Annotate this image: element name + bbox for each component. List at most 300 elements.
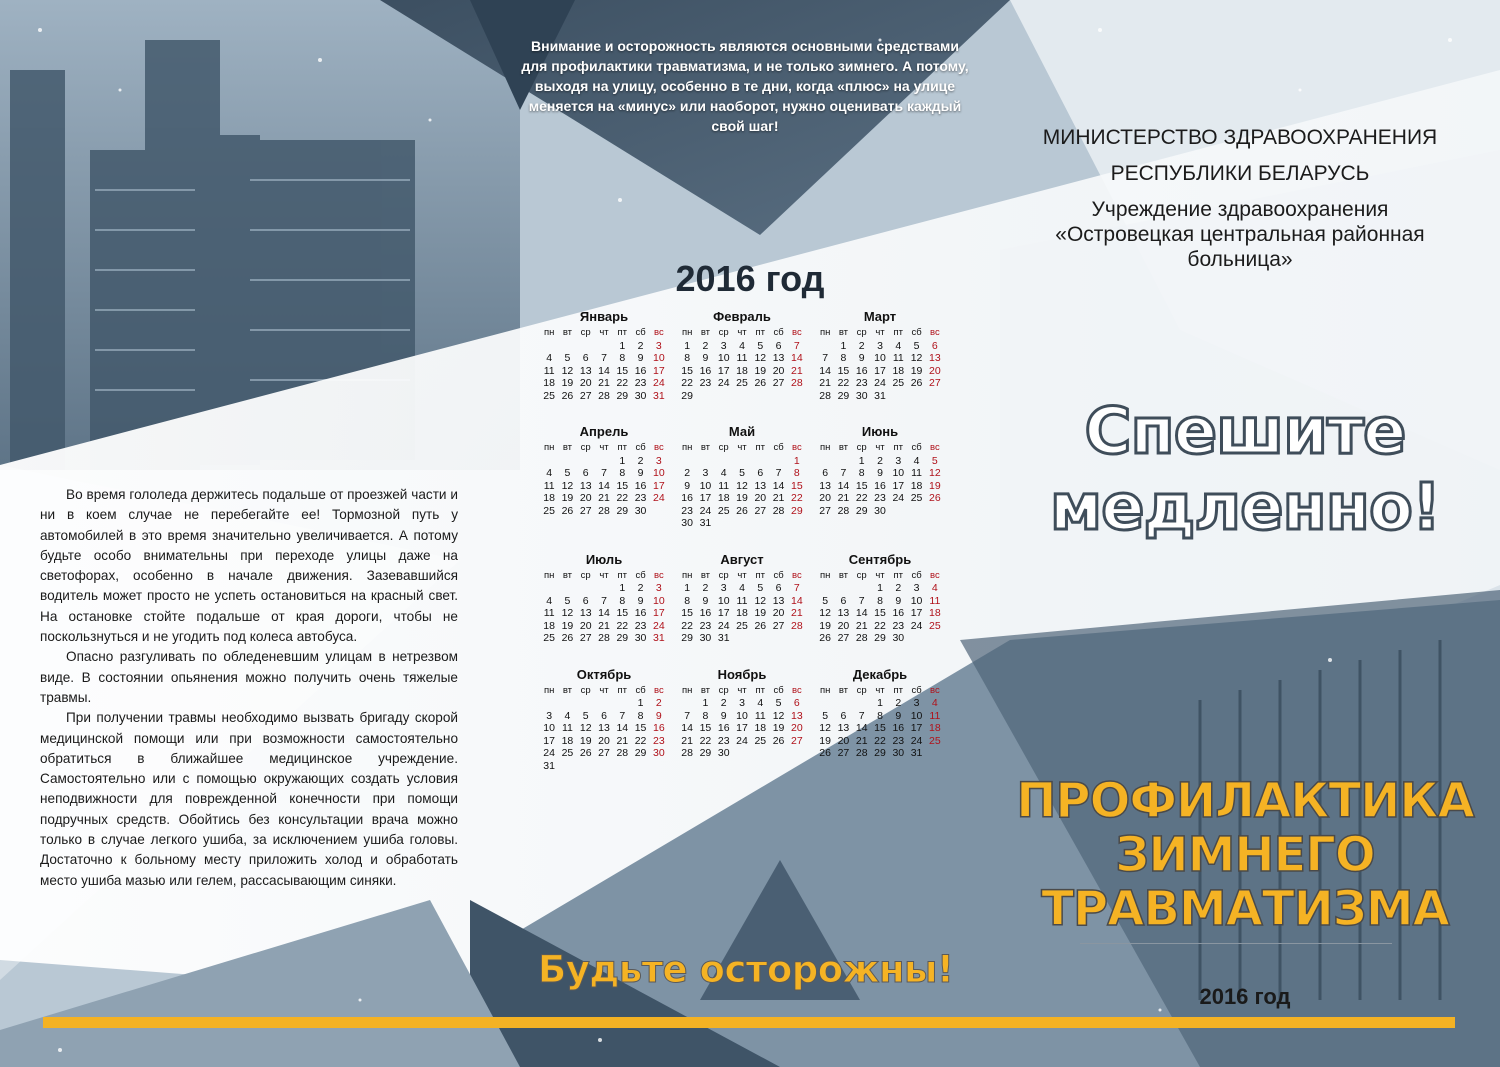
day-cell: 20 [772,364,785,377]
empty-cell [816,582,834,595]
day-cell: 3 [895,454,902,467]
day-cell: 17 [717,607,730,619]
day-cell: 2 [655,697,662,709]
day-cell: 27 [819,504,831,517]
empty-cell [558,697,576,710]
day-cell: 20 [579,619,592,632]
month-grid [816,442,944,517]
month-1 [540,307,668,402]
weekday-label: пт [893,684,904,696]
empty-cell [540,697,558,710]
weekday-label: вс [654,684,664,696]
weekday-label: вт [562,569,573,581]
empty-cell [834,582,852,595]
day-cell: 14 [772,479,785,492]
day-cell: 14 [791,594,803,607]
day-cell: 23 [699,377,712,389]
day-cell: 20 [819,492,831,504]
day-cell: 5 [564,352,571,364]
day-cell: 16 [681,492,693,504]
day-cell: 22 [616,492,629,504]
weekday-label: вт [838,569,849,581]
day-cell: 11 [929,709,941,722]
day-cell: 30 [855,389,868,402]
day-cell: 12 [754,594,767,607]
weekday-label: чт [737,442,747,453]
day-cell: 3 [655,454,662,467]
day-cell: 5 [757,582,764,594]
day-cell: 25 [754,734,767,747]
day-cell: 5 [739,467,745,479]
month-name: Июль [585,551,623,567]
day-cell: 15 [681,607,693,619]
day-cell: 26 [561,504,574,517]
month-2 [678,307,806,402]
day-cell: 7 [858,594,865,607]
day-cell: 7 [793,339,800,352]
day-cell: 25 [543,389,555,402]
day-cell: 16 [874,479,886,492]
day-cell: 20 [754,492,767,504]
day-cell: 4 [895,339,902,352]
day-cell: 3 [913,582,920,594]
day-cell: 6 [840,594,847,607]
day-cell: 13 [754,479,767,492]
empty-cell [769,455,787,468]
day-cell: 28 [791,377,803,389]
day-cell: 13 [929,352,941,364]
topic-line-2: ЗИМНЕГО [1115,827,1375,883]
month-grid [816,327,944,402]
day-cell: 22 [874,619,886,632]
day-cell: 26 [561,389,574,402]
day-cell: 20 [837,619,850,632]
day-cell: 1 [619,582,626,594]
empty-cell [853,697,871,710]
day-cell: 31 [543,759,555,772]
day-cell: 28 [598,632,610,644]
day-cell: 15 [699,722,712,734]
day-cell: 7 [793,582,800,594]
weekday-label: пт [893,442,904,453]
empty-cell [613,697,631,710]
day-cell: 9 [637,467,644,479]
weekday-label: ср [718,684,729,696]
empty-cell [853,582,871,595]
day-cell: 16 [634,364,647,377]
day-cell: 11 [543,364,555,377]
day-cell: 27 [791,734,803,747]
day-cell: 29 [681,389,693,402]
day-cell: 12 [754,352,767,364]
day-cell: 18 [561,734,574,747]
day-cell: 24 [653,492,665,504]
empty-cell [678,455,696,468]
day-cell: 23 [855,377,868,389]
day-cell: 7 [858,709,865,722]
day-cell: 17 [699,492,712,504]
weekday-label: пт [755,327,766,338]
day-cell: 9 [858,352,865,364]
day-cell: 1 [619,454,626,467]
weekday-label: пт [617,684,628,696]
day-cell: 11 [543,479,555,492]
day-cell: 30 [634,504,647,517]
day-cell: 31 [699,517,712,529]
day-cell: 23 [681,504,693,517]
day-cell: 21 [837,492,850,504]
day-cell: 4 [546,467,553,479]
day-cell: 20 [791,722,803,734]
day-cell: 18 [736,364,748,377]
day-cell: 29 [699,747,712,759]
day-cell: 3 [655,339,662,352]
day-cell: 20 [772,607,785,619]
day-cell: 13 [837,722,850,734]
day-cell: 29 [616,389,629,402]
day-cell: 24 [874,377,886,389]
day-cell: 18 [892,364,905,377]
day-cell: 8 [684,594,691,607]
day-cell: 27 [837,747,850,759]
weekday-label: сб [911,327,922,338]
weekday-label: вт [562,684,573,696]
weekday-label: сб [773,684,784,696]
empty-cell [558,340,576,353]
day-cell: 10 [717,594,730,607]
bottom-accent-bar [43,1017,1455,1028]
day-cell: 8 [637,709,644,722]
day-cell: 24 [892,492,905,504]
day-cell: 6 [775,582,782,594]
day-cell: 4 [739,582,745,594]
day-cell: 5 [822,709,829,722]
weekday-label: пт [617,442,628,453]
weekday-label: ср [856,684,867,696]
weekday-label: чт [599,569,609,581]
day-cell: 23 [634,492,647,504]
day-cell: 27 [772,619,785,632]
day-cell: 14 [819,364,831,377]
weekday-label: пт [755,569,766,581]
day-cell: 13 [837,607,850,619]
day-cell: 13 [772,594,785,607]
advice-text [40,485,458,891]
weekday-label: вс [930,684,940,696]
month-grid [540,570,668,645]
weekday-label: ср [856,327,867,338]
weekday-label: сб [635,684,646,696]
day-cell: 8 [793,467,800,479]
day-cell: 26 [754,619,767,632]
day-cell: 26 [754,377,767,389]
day-cell: 12 [910,352,923,364]
month-grid [678,442,806,530]
day-cell: 11 [561,722,573,734]
weekday-label: чт [875,327,885,338]
day-cell: 16 [699,607,712,619]
day-cell: 14 [598,479,610,492]
day-cell: 22 [874,734,886,747]
day-cell: 21 [855,734,868,747]
day-cell: 21 [681,734,693,747]
month-name: Май [728,424,756,439]
day-cell: 23 [653,734,665,747]
topic-underline [1080,943,1392,944]
day-cell: 12 [819,607,831,619]
weekday-label: пт [617,569,628,581]
weekday-label: сб [773,569,784,581]
day-cell: 1 [858,454,865,467]
day-cell: 24 [910,734,923,747]
empty-cell [834,697,852,710]
weekday-label: вт [700,569,711,581]
day-cell: 13 [579,607,592,619]
weekday-label: чт [599,327,609,338]
day-cell: 22 [791,492,803,504]
weekday-label: ср [718,442,729,453]
day-cell: 22 [837,377,850,389]
month-grid [540,685,668,773]
day-cell: 21 [598,619,610,632]
day-cell: 24 [736,734,748,747]
day-cell: 30 [892,747,905,759]
day-cell: 30 [717,747,730,759]
day-cell: 15 [616,607,629,619]
day-cell: 6 [582,467,589,479]
weekday-label: вт [838,327,849,338]
ministry-country: РЕСПУБЛИКИ БЕЛАРУСЬ [1110,162,1370,185]
day-cell: 17 [653,607,665,619]
day-cell: 1 [840,339,847,352]
day-cell: 25 [736,377,748,389]
day-cell: 30 [681,517,693,529]
day-cell: 29 [874,632,886,644]
day-cell: 15 [837,364,850,377]
weekday-label: сб [635,327,646,338]
day-cell: 14 [598,607,610,619]
day-cell: 18 [543,492,555,504]
day-cell: 16 [653,722,665,734]
day-cell: 7 [684,709,691,722]
day-cell: 24 [653,377,665,389]
weekday-label: ср [580,442,591,453]
day-cell: 25 [561,747,574,759]
day-cell: 11 [736,352,748,364]
weekday-label: вс [654,569,664,581]
day-cell: 22 [681,619,693,632]
empty-cell [715,455,733,468]
month-name: Август [720,551,764,567]
weekday-label: чт [875,569,885,581]
empty-cell [696,455,714,468]
day-cell: 28 [855,747,868,759]
day-cell: 20 [579,492,592,504]
day-cell: 26 [561,632,574,644]
day-cell: 7 [840,467,847,479]
institution-line-3: больница» [1187,248,1293,271]
day-cell: 10 [653,594,665,607]
day-cell: 4 [546,352,553,364]
weekday-label: сб [635,442,646,453]
day-cell: 15 [616,364,629,377]
month-name: Февраль [713,309,771,324]
advice-paragraph-3: При получении травмы необходимо вызвать бригаду скорой медицинской помощи или при возможности самостоятельно обратиться в ближайшее медицинское учреждение. Самостоятельно или с помощью окружающих создать условия неподвижности для поврежденной конечности при помощи подручных средств. Обойтись без консультации врача можно только в случае легкого ушиба, за исключением ушиба головы. Достаточно к больному месту приложить холод и обработать место ушиба мазью или гелем, рассасывающим синяки. [40,710,458,888]
day-cell: 30 [699,632,712,644]
day-cell: 19 [754,607,767,619]
day-cell: 10 [910,709,923,722]
day-cell: 12 [561,364,574,377]
weekday-label: ср [856,569,867,581]
day-cell: 31 [653,632,665,644]
day-cell: 13 [598,722,610,734]
day-cell: 15 [634,722,647,734]
day-cell: 19 [754,364,767,377]
month-grid [678,685,806,760]
day-cell: 16 [699,364,712,377]
day-cell: 8 [619,352,626,364]
day-cell: 4 [720,467,727,479]
day-cell: 17 [653,364,665,377]
day-cell: 26 [929,492,941,504]
day-cell: 29 [874,747,886,759]
day-cell: 9 [637,352,644,364]
empty-cell [678,697,696,710]
day-cell: 23 [634,377,647,389]
day-cell: 19 [736,492,748,504]
day-cell: 14 [616,722,629,734]
weekday-label: сб [773,442,784,453]
day-cell: 19 [561,377,574,389]
weekday-label: пн [681,442,693,453]
day-cell: 20 [837,734,850,747]
weekday-label: пт [617,327,628,338]
day-cell: 11 [754,709,766,722]
day-cell: 9 [895,709,902,722]
day-cell: 16 [634,607,647,619]
day-cell: 28 [791,619,803,632]
day-cell: 13 [791,709,803,722]
day-cell: 19 [561,619,574,632]
day-cell: 2 [702,582,709,594]
day-cell: 11 [736,594,748,607]
month-name: Сентябрь [848,551,912,567]
weekday-label: пн [819,327,831,338]
day-cell: 27 [772,377,785,389]
day-cell: 14 [855,607,868,619]
day-cell: 31 [653,389,665,402]
weekday-label: пт [755,684,766,696]
day-cell: 1 [793,454,800,467]
day-cell: 6 [822,467,829,479]
day-cell: 23 [634,619,647,632]
day-cell: 7 [601,467,607,479]
day-cell: 17 [874,364,886,377]
day-cell: 28 [819,389,831,402]
day-cell: 6 [601,709,607,722]
empty-cell [577,340,595,353]
day-cell: 28 [855,632,868,644]
day-cell: 5 [564,594,571,607]
day-cell: 22 [699,734,712,747]
day-cell: 8 [877,709,883,722]
day-cell: 30 [634,632,647,644]
institution-line-1: Учреждение здравоохранения [1091,198,1389,221]
day-cell: 25 [717,504,730,517]
weekday-label: пн [543,569,555,581]
day-cell: 3 [720,339,727,352]
day-cell: 10 [717,352,730,364]
day-cell: 12 [772,709,785,722]
weekday-label: ср [718,569,729,581]
day-cell: 1 [637,697,644,709]
day-cell: 23 [892,734,905,747]
day-cell: 26 [819,747,831,759]
day-cell: 9 [655,709,662,722]
advice-paragraph-2: Опасно разгуливать по обледеневшим улицам в нетрезвом виде. В состоянии опьянения можно получить очень тяжелые травмы. [40,649,458,705]
day-cell: 8 [619,594,626,607]
day-cell: 18 [543,619,555,632]
weekday-label: вт [700,442,711,453]
day-cell: 28 [681,747,693,759]
empty-cell [595,582,613,595]
weekday-label: пт [893,327,904,338]
day-cell: 1 [877,582,883,594]
day-cell: 8 [702,709,709,722]
weekday-label: пн [819,684,831,696]
day-cell: 8 [840,352,847,364]
day-cell: 30 [892,632,905,644]
day-cell: 7 [775,467,782,479]
month-4 [540,422,668,530]
day-cell: 10 [543,722,555,734]
day-cell: 2 [637,454,644,467]
day-cell: 10 [653,352,665,364]
weekday-label: вт [838,442,849,453]
weekday-label: чт [737,569,747,581]
day-cell: 18 [543,377,555,389]
day-cell: 16 [892,722,905,734]
day-cell: 20 [579,377,592,389]
day-cell: 4 [913,454,920,467]
day-cell: 18 [929,722,941,734]
day-cell: 6 [775,339,782,352]
weekday-label: пн [543,684,555,696]
day-cell: 3 [720,582,727,594]
day-cell: 25 [910,492,923,504]
day-cell: 1 [684,339,691,352]
day-cell: 27 [579,504,592,517]
day-cell: 20 [929,364,941,377]
day-cell: 31 [874,389,886,402]
day-cell: 14 [855,722,868,734]
month-grid [678,570,806,645]
advice-paragraph-1: Во время гололеда держитесь подальше от проезжей части и ни в коем случае не перебегайте ее! Тормозной путь у автомобилей в это время значительно увеличивается. А потому будьте особо внимательны при переходе улицы даже на светофорах, особенно в начале движения. Зазевавшийся водитель может просто не успеть остановиться на красный свет. На остановке стойте подальше от края дороги, чтобы не поскользнуться и не угодить под колеса автобуса. [40,487,458,645]
day-cell: 13 [819,479,831,492]
day-cell: 18 [754,722,767,734]
weekday-label: пт [893,569,904,581]
weekday-label: вт [700,327,711,338]
day-cell: 10 [874,352,886,364]
day-cell: 10 [699,479,712,492]
day-cell: 31 [910,747,923,759]
day-cell: 3 [702,467,709,479]
day-cell: 11 [718,479,730,492]
day-cell: 23 [699,619,712,632]
day-cell: 2 [858,339,865,352]
day-cell: 28 [598,504,610,517]
month-name: Апрель [579,424,629,439]
